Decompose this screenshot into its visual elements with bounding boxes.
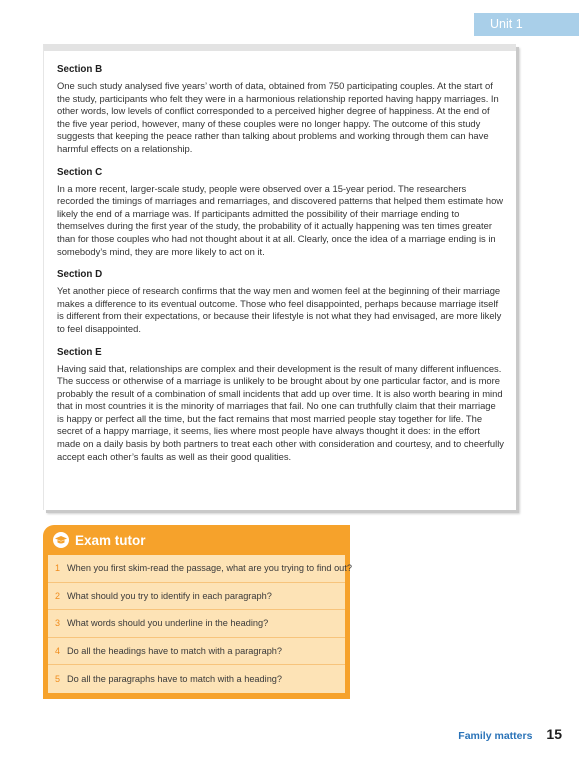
- section-heading: Section D: [57, 269, 103, 281]
- exam-tutor-box: [43, 525, 350, 699]
- tutor-item-number: 5: [55, 673, 61, 684]
- tutor-item-text: When you first skim-read the passage, what are you trying to find out?: [67, 563, 352, 574]
- section-heading: Section B: [57, 64, 103, 75]
- tutor-item: [48, 638, 345, 666]
- tutor-item-text: Do all the paragraphs have to match with a heading?: [67, 673, 283, 684]
- section-paragraph: Yet another piece of research confirms that the way men and women feel at the beginning of their marriage makes a difference to its eventual outcome. Those who feel disappointed, perhaps because marriage itself is different from their expectations, or because their lifestyle is not what they had envisaged, are more likely to feel disappointed.: [57, 285, 502, 334]
- tutor-item-number: 1: [55, 563, 61, 574]
- section-d: [57, 269, 504, 335]
- section-paragraph: In a more recent, larger-scale study, people were observed over a 15-year period. The researchers recorded the timings of marriages and remarriages, and discovered patterns that helped them estimate how likely the end of a marriage was. If participants admitted the possibility of their marriage ending to themselves during the first year of the study, the probability of it actually happening was ten times greater than for those couples who had not thought about it at all. Clearly, once the idea of a marriage ending is in somebody’s mind, they are more likely to act on it.: [57, 182, 504, 257]
- exam-tutor-header: [48, 525, 345, 555]
- section-heading: Section C: [57, 166, 103, 178]
- section-paragraph: Having said that, relationships are complex and their development is the result of many different influences. The success or otherwise of a marriage is unlikely to be brought about by one particular factor, and is more probably the result of a combination of small incidents that add up over time. It is also worth bearing in mind that in most countries it is the minority of marriages that fail. No one can truthfully claim that their marriage is happy or perfect all the time, but the fact remains that most married people stay together for life. The secret of a happy marriage, it seems, lies where most people have always thought it does: in the effort made on a daily basis by both partners to treat each other with consideration and courtesy, and to cheerfully accept each other’s faults as well as their good qualities.: [57, 362, 504, 462]
- exam-tutor-list: [48, 555, 352, 693]
- tutor-item: [48, 610, 345, 638]
- tutor-item-text: What should you try to identify in each paragraph?: [67, 590, 272, 601]
- tutor-item: [48, 555, 352, 583]
- section-e: [57, 347, 504, 464]
- mortarboard-icon: [53, 532, 69, 548]
- unit-tab: Unit 1: [474, 13, 579, 36]
- section-paragraph: One such study analysed five years’ worth of data, obtained from 750 participating couples. At the start of the study, participants who felt they were in a harmonious relationship reported having happy marriages. In other words, low levels of conflict corresponded to a perceived higher degree of happiness. At the end of the five year period, however, many of these couples were no longer happy. The outcome of this study suggests that keeping the peace rather than talking about problems and working through them can have harmful effects on a relationship.: [57, 80, 499, 154]
- exam-tutor-title: Exam tutor: [75, 532, 146, 548]
- tutor-item-number: 3: [55, 618, 61, 629]
- page-footer: [432, 726, 562, 742]
- chapter-label: Family matters: [458, 730, 533, 742]
- section-heading: Section E: [57, 346, 102, 358]
- tutor-item: [48, 583, 345, 611]
- section-c: [57, 167, 504, 259]
- tutor-item: [48, 665, 345, 693]
- tutor-item-text: Do all the headings have to match with a paragraph?: [67, 645, 283, 656]
- section-b: [57, 64, 504, 156]
- tutor-item-number: 4: [55, 645, 61, 656]
- reading-passage-panel: [43, 44, 516, 510]
- tutor-item-number: 2: [55, 590, 61, 601]
- tutor-item-text: What words should you underline in the heading?: [67, 618, 269, 629]
- page-number: 15: [546, 726, 562, 742]
